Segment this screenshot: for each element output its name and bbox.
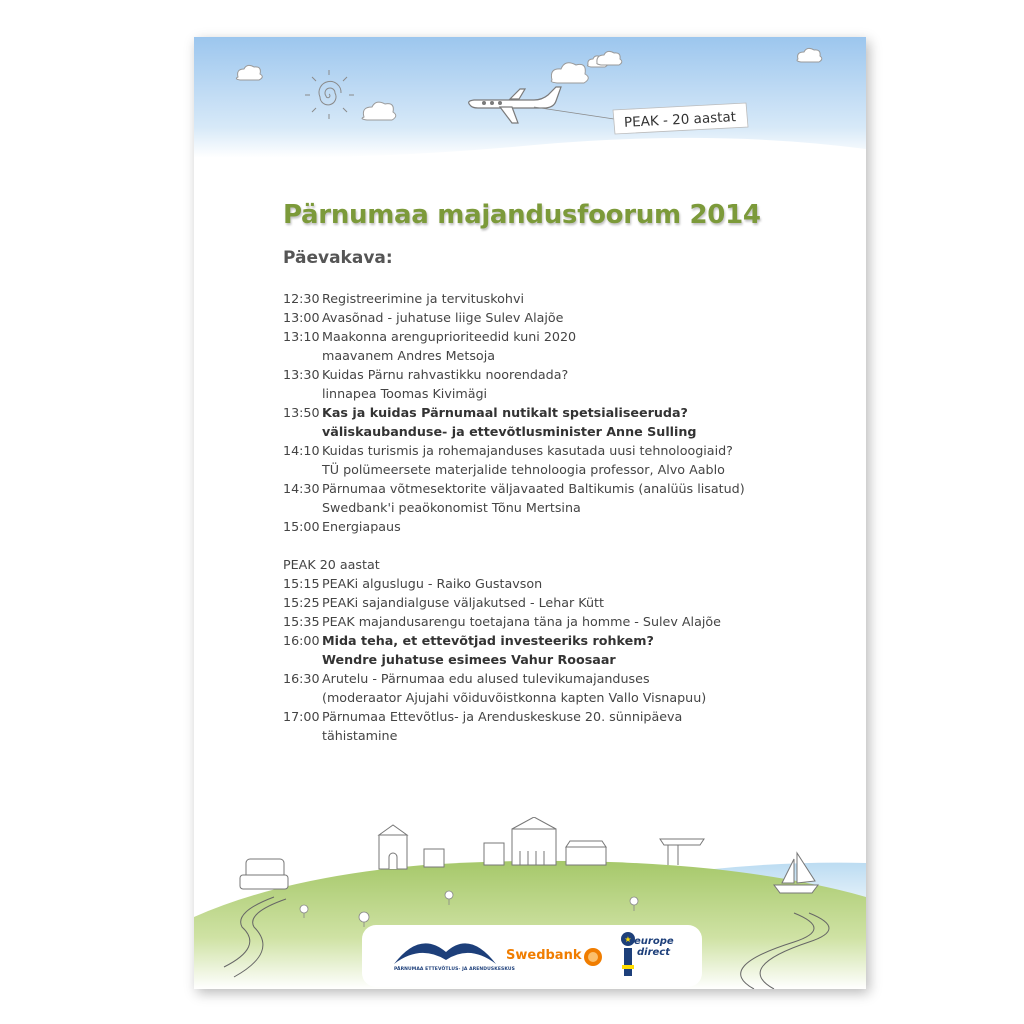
section-heading: PEAK 20 aastat: [283, 557, 380, 572]
plane-banner-text: PEAK - 20 aastat: [623, 109, 737, 131]
agenda-text: Pärnumaa Ettevõtlus- ja Arenduskeskuse 20. sünnipäeva: [322, 709, 683, 724]
agenda-item: [283, 669, 843, 688]
europe-direct-text-1: europe: [634, 936, 674, 947]
agenda-text: Registreerimine ja tervituskohvi: [322, 291, 524, 306]
agenda-text: Kas ja kuidas Pärnumaal nutikalt spetsialiseeruda?: [322, 405, 688, 420]
agenda-speaker: linnapea Toomas Kivimägi: [322, 386, 488, 401]
agenda-time: 14:10: [283, 443, 320, 458]
agenda-text: Arutelu - Pärnumaa edu alused tulevikumajanduses: [322, 671, 650, 686]
peak-logo-text: PÄRNUMAA ETTEVÕTLUS- JA ARENDUSKESKUS: [394, 967, 515, 972]
europe-direct-text-2: direct: [637, 947, 671, 958]
agenda-time: 14:30: [283, 481, 320, 496]
agenda-time: 13:10: [283, 329, 320, 344]
agenda-time: 16:30: [283, 671, 320, 686]
agenda-item: [283, 612, 843, 631]
agenda-text: Pärnumaa võtmesektorite väljavaated Baltikumis (analüüs lisatud): [322, 481, 745, 496]
agenda-item: [283, 327, 843, 346]
agenda-item: [283, 631, 843, 650]
agenda-time: 17:00: [283, 709, 320, 724]
agenda-speaker: TÜ polümeersete materjalide tehnoloogia professor, Alvo Aablo: [322, 462, 725, 477]
agenda-item: [283, 479, 843, 498]
agenda-text: PEAK majandusarengu toetajana täna ja homme - Sulev Alajõe: [322, 614, 721, 629]
agenda-speaker: tähistamine: [322, 728, 398, 743]
agenda-time: 15:25: [283, 595, 320, 610]
agenda-time: 12:30: [283, 291, 320, 306]
poster-page: [194, 37, 866, 989]
agenda-text: Avasõnad - juhatuse liige Sulev Alajõe: [322, 310, 564, 325]
agenda-speaker: Swedbank'i peaökonomist Tõnu Mertsina: [322, 500, 581, 515]
event-title: Pärnumaa majandusfoorum 2014: [283, 200, 761, 230]
peak-logo-icon: [390, 930, 500, 966]
agenda-item: [283, 365, 843, 384]
agenda-time: 13:30: [283, 367, 320, 382]
agenda-text: PEAKi alguslugu - Raiko Gustavson: [322, 576, 543, 591]
svg-text:★: ★: [624, 935, 632, 944]
agenda-list: [283, 289, 843, 745]
agenda-time: 13:50: [283, 405, 320, 420]
agenda-text: Kuidas Pärnu rahvastikku noorendada?: [322, 367, 569, 382]
agenda-item: [283, 308, 843, 327]
agenda-part-2: [283, 574, 843, 745]
agenda-time: 13:00: [283, 310, 320, 325]
agenda-item: [283, 517, 843, 536]
agenda-speaker: Wendre juhatuse esimees Vahur Roosaar: [322, 652, 616, 667]
agenda-part-1: [283, 289, 843, 536]
agenda-speaker: (moderaator Ajujahi võiduvõistkonna kapten Vallo Visnapuu): [322, 690, 707, 705]
swedbank-tree-icon: [583, 947, 603, 967]
agenda-item: [283, 593, 843, 612]
agenda-text: PEAKi sajandialguse väljakutsed - Lehar Kütt: [322, 595, 604, 610]
agenda-item: [283, 574, 843, 593]
agenda-text: Energiapaus: [322, 519, 401, 534]
agenda-time: 16:00: [283, 633, 320, 648]
agenda-item: [283, 707, 843, 726]
agenda-item: [283, 441, 843, 460]
agenda-item: [283, 403, 843, 422]
agenda-heading: Päevakava:: [283, 248, 393, 268]
agenda-time: 15:15: [283, 576, 320, 591]
agenda-text: Maakonna arenguprioriteedid kuni 2020: [322, 329, 577, 344]
agenda-text: Kuidas turismis ja rohemajanduses kasutada uusi tehnoloogiaid?: [322, 443, 733, 458]
agenda-item: [283, 289, 843, 308]
agenda-text: Mida teha, et ettevõtjad investeeriks rohkem?: [322, 633, 654, 648]
agenda-speaker: väliskaubanduse- ja ettevõtlusminister Anne Sulling: [322, 424, 697, 439]
agenda-time: 15:00: [283, 519, 320, 534]
swedbank-logo-text: Swedbank: [506, 948, 582, 963]
agenda-speaker: maavanem Andres Metsoja: [322, 348, 495, 363]
sky-illustration: [194, 37, 866, 167]
agenda-time: 15:35: [283, 614, 320, 629]
